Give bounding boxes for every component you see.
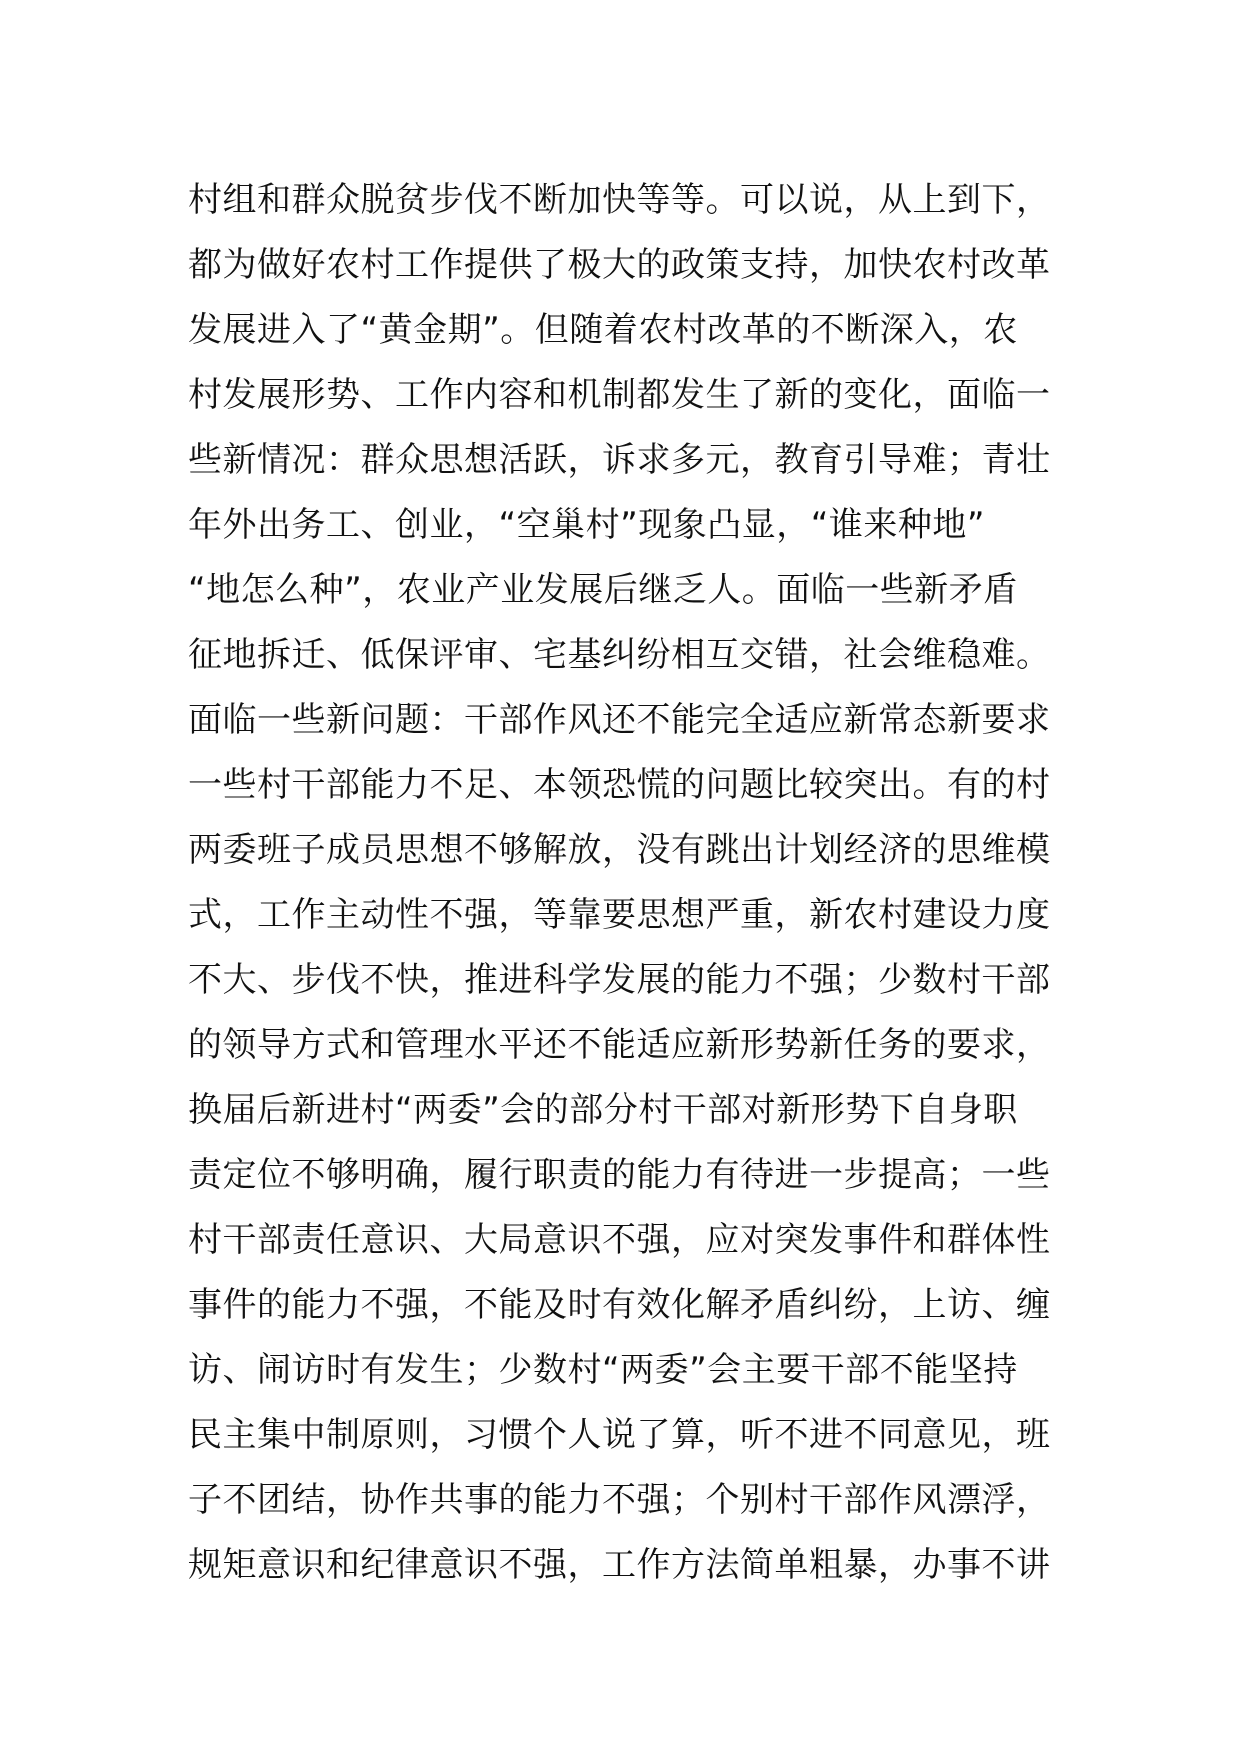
text-line: 访、闹访时有发生；少数村“两委”会主要干部不能坚持 [188,1350,1018,1390]
text-line: 民主集中制原则，习惯个人说了算，听不进不同意见，班 [188,1415,1051,1455]
body-text [188,168,1068,1598]
text-line: 发展进入了“黄金期”。但随着农村改革的不断深入，农 [188,310,1018,350]
text-line: “地怎么种”，农业产业发展后继乏人。面临一些新矛盾 [188,570,1018,610]
text-line: 年外出务工、创业，“空巢村”现象凸显，“谁来种地” [188,505,985,545]
text-line: 规矩意识和纪律意识不强，工作方法简单粗暴，办事不讲 [188,1545,1051,1585]
text-line: 村组和群众脱贫步伐不断加快等等。可以说，从上到下， [188,180,1051,220]
text-line: 村干部责任意识、大局意识不强，应对突发事件和群体性 [188,1220,1051,1260]
text-line: 的领导方式和管理水平还不能适应新形势新任务的要求， [188,1025,1051,1065]
text-line: 都为做好农村工作提供了极大的政策支持，加快农村改革 [188,245,1051,285]
text-line: 式，工作主动性不强，等靠要思想严重，新农村建设力度 [188,895,1051,935]
text-line: 两委班子成员思想不够解放，没有跳出计划经济的思维模 [188,830,1051,870]
text-line: 子不团结，协作共事的能力不强；个别村干部作风漂浮， [188,1480,1051,1520]
text-line: 一些村干部能力不足、本领恐慌的问题比较突出。有的村 [188,765,1051,805]
text-line: 征地拆迁、低保评审、宅基纠纷相互交错，社会维稳难。 [188,635,1051,675]
text-line: 事件的能力不强，不能及时有效化解矛盾纠纷，上访、缠 [188,1285,1051,1325]
text-line: 不大、步伐不快，推进科学发展的能力不强；少数村干部 [188,960,1051,1000]
text-line: 些新情况：群众思想活跃，诉求多元，教育引导难；青壮 [188,440,1051,480]
text-line: 面临一些新问题：干部作风还不能完全适应新常态新要求 [188,700,1051,740]
text-line: 换届后新进村“两委”会的部分村干部对新形势下自身职 [188,1090,1018,1130]
text-line: 村发展形势、工作内容和机制都发生了新的变化，面临一 [188,375,1051,415]
text-line: 责定位不够明确，履行职责的能力有待进一步提高；一些 [188,1155,1051,1195]
